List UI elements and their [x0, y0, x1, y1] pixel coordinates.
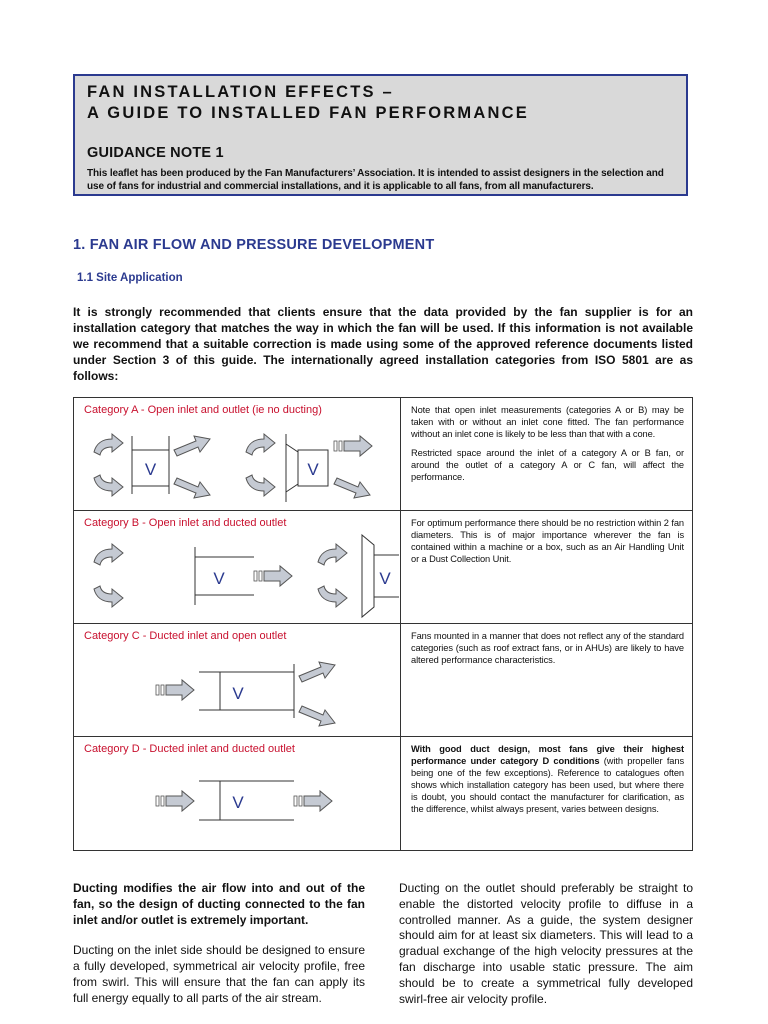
category-a-notes — [401, 398, 693, 511]
left-column — [73, 881, 365, 1022]
fan-symbol: V — [213, 569, 225, 588]
category-d-note-bold: With good duct design, most fans give their highest performance under category D conditions — [411, 744, 684, 766]
subsection-title: 1.1 Site Application — [77, 272, 183, 284]
category-a-cell — [74, 398, 401, 511]
fan-symbol: V — [232, 793, 244, 812]
category-d-label: Category D - Ducted inlet and ducted outlet — [84, 743, 295, 755]
left-column-bold-paragraph: Ducting modifies the air flow into and out of the fan, so the design of ducting connected to the fan inlet and/or outlet is extremely important. — [73, 881, 365, 927]
section-title: 1. FAN AIR FLOW AND PRESSURE DEVELOPMENT — [73, 237, 435, 253]
category-b-cell — [74, 511, 401, 624]
category-b-notes — [401, 511, 693, 624]
guidance-note-heading: GUIDANCE NOTE 1 — [87, 145, 224, 161]
fan-symbol: V — [379, 569, 391, 588]
right-column — [399, 881, 693, 1022]
document-title-line2: A GUIDE TO INSTALLED FAN PERFORMANCE — [87, 104, 529, 122]
category-a-note-2: Restricted space around the inlet of a category A or B fan, or around the outlet of a category A or C fan, will affect the performance. — [411, 448, 684, 482]
category-b-label: Category B - Open inlet and ducted outlet — [84, 517, 287, 529]
category-d-notes — [401, 737, 693, 851]
category-c-cell — [74, 624, 401, 737]
category-a-diagram — [74, 398, 400, 511]
category-b-diagram — [74, 511, 400, 624]
category-d-diagram — [74, 737, 400, 849]
category-c-label: Category C - Ducted inlet and open outlet — [84, 630, 287, 642]
category-a-note-1: Note that open inlet measurements (categories A or B) may be taken with or without an inlet cone fitted. The fan performance without an inlet cone is likely to be less than that with a cone. — [411, 405, 684, 439]
category-b-note-1: For optimum performance there should be no restriction within 2 fan diameters. This is of major importance wherever the fan is contained within a machine or a box, such as an Air Handling Unit or a Dust Collection Unit. — [411, 518, 684, 564]
header-box — [73, 74, 688, 196]
left-column-paragraph-2: Ducting on the inlet side should be designed to ensure a fully developed, symmetrical air velocity profile, free from swirl. This will ensure that the fan can apply its full energy equally to all parts of the air stream. — [73, 943, 365, 1005]
category-d-cell — [74, 737, 401, 851]
document-title-line1: FAN INSTALLATION EFFECTS – — [87, 83, 394, 101]
category-c-note-1: Fans mounted in a manner that does not reflect any of the standard categories (such as roof extract fans, or in AHUs) are likely to have altered performance characteristics. — [411, 631, 684, 665]
fan-symbol: V — [232, 684, 244, 703]
category-c-diagram — [74, 624, 400, 737]
lead-paragraph: It is strongly recommended that clients ensure that the data provided by the fan supplier is for an installation category that matches the way in which the fan will be used. If this information is not available we recommend that a suitable correction is made using some of the approved reference documents listed under Section 3 of this guide. The internationally agreed installation categories from ISO 5801 are as follows: — [73, 305, 693, 383]
categories-table — [73, 397, 693, 851]
category-a-label: Category A - Open inlet and outlet (ie no ducting) — [84, 404, 322, 416]
fan-symbol: V — [144, 460, 157, 479]
right-column-paragraph-1: Ducting on the outlet should preferably be straight to enable the distorted velocity profile to diffuse in a controlled manner. As a guide, the system designer should aim for at least six diameters. This will lead to a gradual exchange of the high velocity pressures at the fan discharge into usable static pressure. The aim should be to create a symmetrical fully developed swirl-free air velocity profile. — [399, 881, 693, 1006]
category-c-notes — [401, 624, 693, 737]
fan-symbol: V — [307, 460, 319, 479]
intro-text: This leaflet has been produced by the Fan Manufacturers’ Association. It is intended to assist designers in the selection and use of fans for industrial and commercial installations, and it is applicable to all fans, from all manufacturers. — [87, 168, 664, 192]
category-d-note-rest: (with propeller fans being one of the few exceptions). Reference to catalogues often shows which installation category has been used, but where there is doubt, you should contact the manufacturer for clarification, as the difference, whilst always present, varies between designs. — [411, 756, 685, 814]
